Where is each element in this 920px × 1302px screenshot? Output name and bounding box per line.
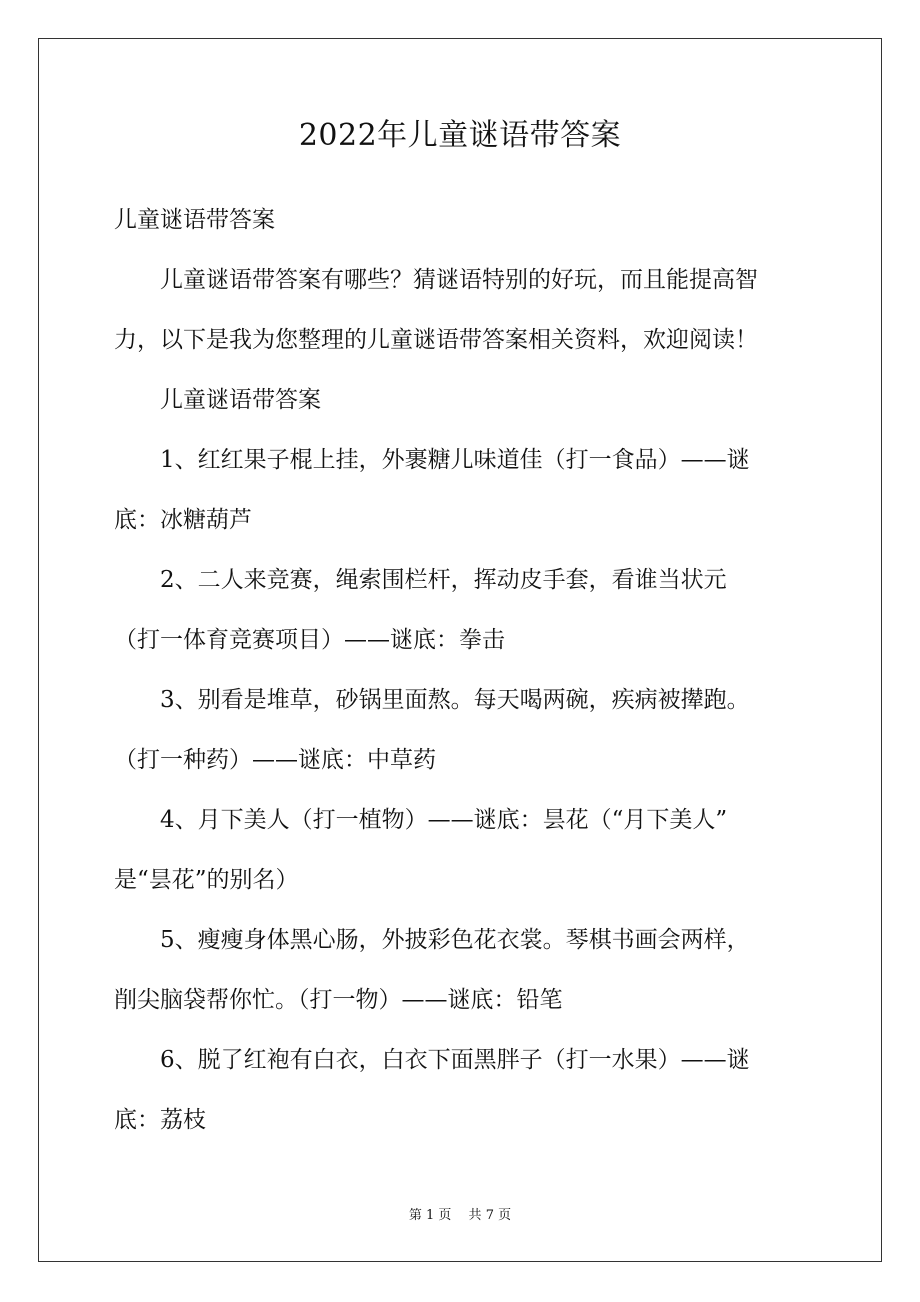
riddle-2-line-1: 2、二人来竞赛，绳索围栏杆，挥动皮手套，看谁当状元 — [160, 567, 727, 593]
page-footer: 第 1 页 共 7 页 — [408, 1208, 512, 1223]
riddle-5-line-1: 5、瘦瘦身体黑心肠，外披彩色花衣裳。琴棋书画会两样， — [160, 927, 750, 953]
riddle-5-line-2: 削尖脑袋帮你忙。（打一物）——谜底：铅笔 — [114, 987, 563, 1013]
riddle-6-line-2: 底：荔枝 — [114, 1107, 206, 1133]
subsection-heading: 儿童谜语带答案 — [160, 387, 321, 413]
section-heading: 儿童谜语带答案 — [114, 207, 275, 233]
riddle-2-line-2: （打一体育竞赛项目）——谜底：拳击 — [114, 627, 505, 653]
riddle-3-line-1: 3、别看是堆草，砂锅里面熬。每天喝两碗，疾病被撵跑。 — [160, 687, 750, 713]
riddle-4-line-2: 是“昙花”的别名） — [114, 867, 299, 893]
document-title: 2022年儿童谜语带答案 — [298, 118, 622, 153]
riddle-4-line-1: 4、月下美人（打一植物）——谜底：昙花（“月下美人” — [160, 807, 728, 833]
riddle-3-line-2: （打一种药）——谜底：中草药 — [114, 747, 436, 773]
riddle-1-line-2: 底：冰糖葫芦 — [114, 507, 252, 533]
intro-line-1: 儿童谜语带答案有哪些？猜谜语特别的好玩，而且能提高智 — [160, 267, 758, 293]
riddle-6-line-1: 6、脱了红袍有白衣，白衣下面黑胖子（打一水果）——谜 — [160, 1047, 750, 1073]
document-body — [114, 190, 806, 1150]
intro-line-2: 力，以下是我为您整理的儿童谜语带答案相关资料，欢迎阅读！ — [114, 327, 758, 353]
riddle-1-line-1: 1、红红果子棍上挂，外裹糖儿味道佳（打一食品）——谜 — [160, 447, 750, 473]
